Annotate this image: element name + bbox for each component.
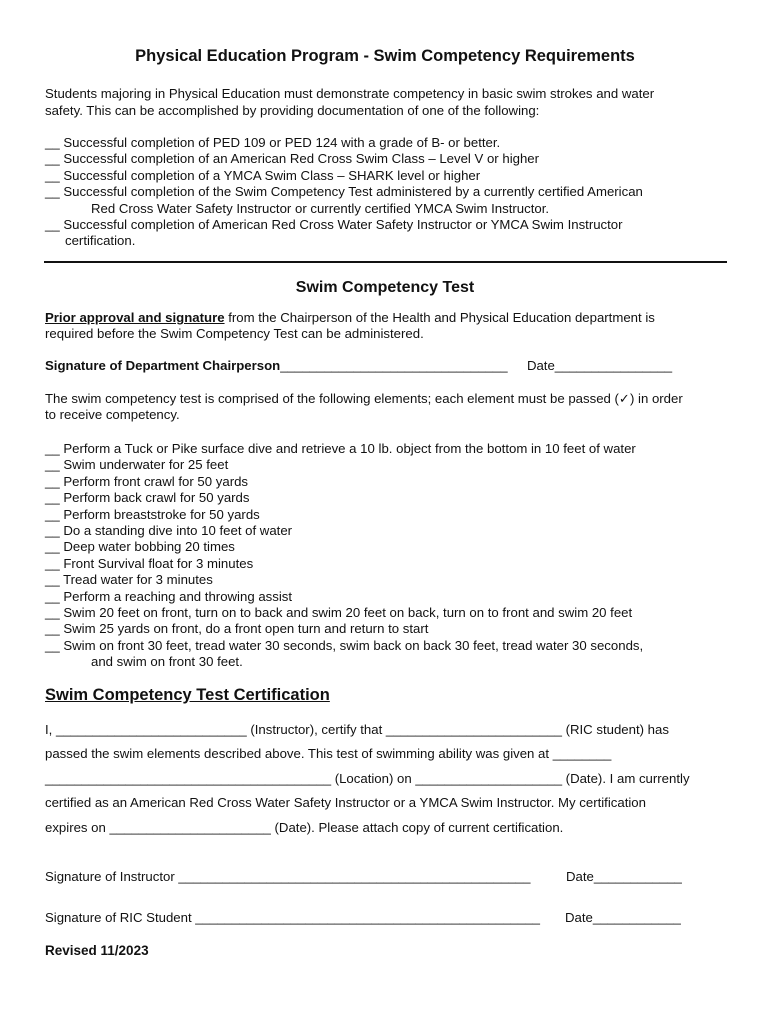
options-list	[45, 135, 643, 250]
student-date-line[interactable]: Date____________	[565, 910, 681, 925]
instructor-signature-line[interactable]: Signature of Instructor ________________________________________________	[45, 869, 531, 884]
chair-date-line[interactable]: ________________	[554, 358, 673, 373]
option-item: __ Successful completion of a YMCA Swim Class – SHARK level or higher	[45, 167, 481, 183]
option-item: __ Successful completion of PED 109 or PED 124 with a grade of B- or better.	[45, 135, 501, 150]
section-divider	[44, 261, 727, 263]
cert-line-5: expires on ______________________ (Date). Please attach copy of current certification.	[45, 820, 564, 835]
elements-intro-1: The swim competency test is comprised of the following elements; each element must be passed (✓) in order	[45, 391, 683, 406]
cert-line-4: certified as an American Red Cross Water Safety Instructor or a YMCA Swim Instructor. My certification	[45, 795, 646, 810]
cert-line-1: I, __________________________ (Instructor), certify that ________________________ (RIC student) has	[45, 722, 669, 737]
intro-line-2: safety. This can be accomplished by providing documentation of one of the following:	[45, 103, 540, 118]
cert-line-2: passed the swim elements described above. This test of swimming ability was given at ________	[45, 746, 612, 761]
cert-line-3: _______________________________________ (Location) on ____________________ (Date). I am currently	[45, 771, 690, 786]
element-item: __ Perform back crawl for 50 yards	[45, 490, 250, 506]
element-item: __ Swim on front 30 feet, tread water 30 seconds, swim back on back 30 feet, tread water 30 seconds, and swim on front 30 feet.	[45, 637, 644, 670]
test-heading: Swim Competency Test	[295, 279, 475, 296]
page-title: Physical Education Program - Swim Competency Requirements	[135, 47, 635, 65]
element-item: __ Perform breaststroke for 50 yards	[45, 506, 260, 522]
instructor-date-line[interactable]: Date____________	[566, 869, 682, 884]
approval-line-2: required before the Swim Competency Test can be administered.	[45, 326, 424, 341]
element-item: __ Do a standing dive into 10 feet of water	[45, 523, 293, 539]
approval-line-1: Prior approval and signature from the Chairperson of the Health and Physical Education department is	[45, 310, 655, 325]
element-item: __ Perform a Tuck or Pike surface dive and retrieve a 10 lb. object from the bottom in 10 feet of water	[45, 441, 636, 456]
revised-note: Revised 11/2023	[45, 943, 149, 958]
element-item: __ Swim 20 feet on front, turn on to back and swim 20 feet on back, turn on to front and swim 20 feet	[45, 605, 633, 621]
element-item: __ Front Survival float for 3 minutes	[45, 555, 254, 571]
option-item: __ Successful completion of American Red Cross Water Safety Instructor or YMCA Swim Instructor certification.	[45, 217, 623, 249]
element-item: __ Perform front crawl for 50 yards	[45, 473, 249, 489]
certification-heading: Swim Competency Test Certification	[45, 686, 330, 704]
chair-signature-label: Signature of Department Chairperson	[45, 358, 281, 373]
elements-intro-2: to receive competency.	[45, 407, 180, 422]
intro-line-1: Students majoring in Physical Education must demonstrate competency in basic swim strokes and water	[45, 86, 655, 101]
chair-signature-line[interactable]: _______________________________	[280, 358, 508, 373]
chair-date-label: Date	[526, 358, 555, 373]
chair-signature-row	[45, 358, 672, 375]
element-item: __ Perform a reaching and throwing assist	[45, 588, 293, 604]
element-item: __ Deep water bobbing 20 times	[45, 539, 235, 555]
element-item: __ Swim 25 yards on front, do a front open turn and return to start	[45, 621, 429, 637]
student-signature-line[interactable]: Signature of RIC Student _______________________________________________	[45, 910, 540, 925]
option-item: __ Successful completion of the Swim Competency Test administered by a currently certified American Red Cross Water Safety Instructor or currently certified YMCA Swim Instructor.	[45, 184, 643, 216]
option-item: __ Successful completion of an American Red Cross Swim Class – Level V or higher	[45, 151, 540, 167]
element-item: __ Swim underwater for 25 feet	[45, 457, 229, 473]
element-item: __ Tread water for 3 minutes	[45, 572, 213, 588]
elements-list	[45, 441, 643, 671]
